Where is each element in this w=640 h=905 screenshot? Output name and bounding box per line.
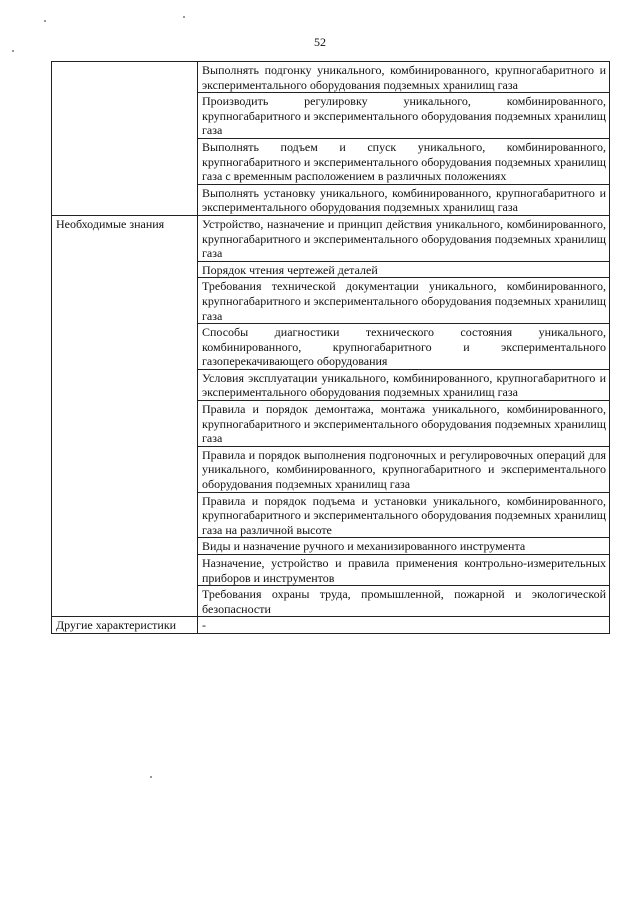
table-cell: Требования охраны труда, промышленной, пожарной и экологической безопасности xyxy=(198,586,610,617)
scan-speck xyxy=(183,16,185,18)
table-cell: Условия эксплуатации уникального, комбинированного, крупногабаритного и экспериментального оборудования подземных хранилищ газа xyxy=(198,369,610,400)
table-cell: Способы диагностики технического состояния уникального, комбинированного, крупногабаритного и экспериментального газоперекачивающего оборудования xyxy=(198,324,610,370)
table-cell: Правила и порядок выполнения подгоночных и регулировочных операций для уникального, комбинированного, крупногабаритного и экспериментального оборудования подземных хранилищ газа xyxy=(198,446,610,492)
row-label: Необходимые знания xyxy=(52,215,198,616)
table-cell: Выполнять подъем и спуск уникального, комбинированного, крупногабаритного и экспериментального оборудования подземных хранилищ газа с временным расположением в различных положениях xyxy=(198,138,610,184)
table-row xyxy=(52,62,610,93)
table-row xyxy=(52,617,610,634)
row-label xyxy=(52,62,198,216)
table-cell: Назначение, устройство и правила применения контрольно-измерительных приборов и инструментов xyxy=(198,555,610,586)
table-cell: - xyxy=(198,617,610,634)
table-cell: Требования технической документации уникального, комбинированного, крупногабаритного и экспериментального оборудования подземных хранилищ газа xyxy=(198,278,610,324)
table-cell: Правила и порядок подъема и установки уникального, комбинированного, крупногабаритного и экспериментального оборудования подземных хранилищ газа на различной высоте xyxy=(198,492,610,538)
table-cell: Производить регулировку уникального, комбинированного, крупногабаритного и экспериментального оборудования подземных хранилищ газа xyxy=(198,93,610,139)
table-cell: Порядок чтения чертежей деталей xyxy=(198,261,610,278)
scan-speck xyxy=(44,20,46,22)
table-cell: Правила и порядок демонтажа, монтажа уникального, комбинированного, крупногабаритного и экспериментального оборудования подземных хранилищ газа xyxy=(198,401,610,447)
table-cell: Устройство, назначение и принцип действия уникального, комбинированного, крупногабаритного и экспериментального оборудования подземных хранилищ газа xyxy=(198,215,610,261)
page-number: 52 xyxy=(314,35,326,49)
requirements-table xyxy=(51,61,610,634)
scan-speck xyxy=(150,776,152,778)
table-row xyxy=(52,215,610,261)
table-cell: Выполнять подгонку уникального, комбинированного, крупногабаритного и экспериментального оборудования подземных хранилищ газа xyxy=(198,62,610,93)
table-cell: Выполнять установку уникального, комбинированного, крупногабаритного и экспериментального оборудования подземных хранилищ газа xyxy=(198,184,610,215)
scan-speck xyxy=(12,50,14,52)
row-label: Другие характеристики xyxy=(52,617,198,634)
table-cell: Виды и назначение ручного и механизированного инструмента xyxy=(198,538,610,555)
